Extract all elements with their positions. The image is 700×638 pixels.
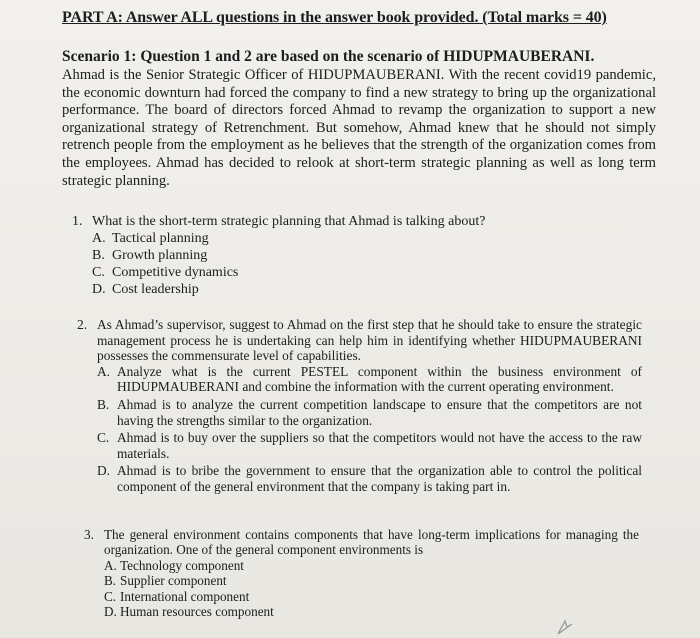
question-text: What is the short-term strategic planning that Ahmad is talking about? [92, 214, 486, 229]
option-letter: C. [104, 588, 117, 604]
option-c [92, 264, 592, 281]
question-number: 3. [84, 527, 94, 542]
option-text: Ahmad is to analyze the current competition landscape to ensure that the competitors are not having the strengths similar to the organization. [117, 396, 642, 428]
option-text: Tactical planning [112, 231, 209, 246]
question-text: The general environment contains components that have long-term implications for managing the organization. One of the general component environments is [104, 527, 639, 558]
option-text: Analyze what is the current PESTEL component within the business environment of HIDUPMAUBERANI and combine the information with the current operating environment. [117, 363, 642, 395]
option-letter: B. [92, 248, 105, 263]
option-letter: D. [92, 282, 106, 297]
option-letter: B. [104, 573, 117, 589]
option-b [92, 247, 592, 264]
option-letter: A. [104, 557, 117, 573]
option-text: International component [120, 588, 250, 604]
option-letter: A. [92, 231, 106, 246]
option-c [97, 430, 642, 461]
option-letter: C. [92, 265, 105, 280]
option-letter: B. [97, 396, 110, 412]
cursor-icon [556, 618, 574, 636]
scenario-text: Ahmad is the Senior Strategic Officer of HIDUPMAUBERANI. With the recent covid19 pandemic, the economic downturn had forced the company to find a new strategy to bring up the organizational performance. The board of directors forced Ahmad to revamp the organization to support a new organizational strategy of Retrenchment. But somehow, Ahmad knew that he should not simply retrench people from the employment as he believes that the strength of the organization comes from the employees. Ahmad has decided to relook at short-term strategic planning as well as long term strategic planning. [62, 67, 656, 189]
option-letter: D. [97, 463, 111, 479]
question-2 [77, 317, 642, 497]
option-letter: A. [97, 363, 111, 379]
option-d [92, 281, 592, 298]
question-3 [84, 527, 639, 619]
option-letter: C. [97, 430, 110, 446]
option-d [97, 463, 642, 494]
question-1 [72, 213, 592, 298]
option-a [97, 364, 642, 395]
option-text: Competitive dynamics [112, 265, 239, 280]
option-text: Ahmad is to bribe the government to ensure that the organization able to control the political component of the general environment that the company is taking part in. [117, 463, 642, 494]
option-a [92, 230, 592, 247]
section-header: PART A: Answer ALL questions in the answer book provided. (Total marks = 40) [62, 9, 607, 26]
option-text: Human resources component [120, 604, 274, 620]
option-b [104, 573, 639, 588]
option-a [104, 558, 639, 573]
scenario-title: Scenario 1: Question 1 and 2 are based on the scenario of HIDUPMAUBERANI. [62, 48, 595, 65]
option-c [104, 589, 639, 604]
option-text: Ahmad is to buy over the suppliers so that the competitors would not have the access to the raw materials. [117, 430, 642, 461]
question-text: As Ahmad’s supervisor, suggest to Ahmad on the first step that he should take to ensure the strategic management process he is undertaking can help him in identifying whether HIDUPMAUBERANI possesses the commensurate level of capabilities. [97, 317, 642, 364]
option-letter: D. [104, 604, 117, 620]
option-text: Cost leadership [112, 282, 199, 297]
option-b [97, 397, 642, 428]
option-text: Growth planning [112, 248, 208, 263]
option-text: Supplier component [120, 573, 227, 589]
option-text: Technology component [120, 557, 244, 573]
question-number: 2. [77, 317, 88, 332]
question-number: 1. [72, 214, 83, 229]
